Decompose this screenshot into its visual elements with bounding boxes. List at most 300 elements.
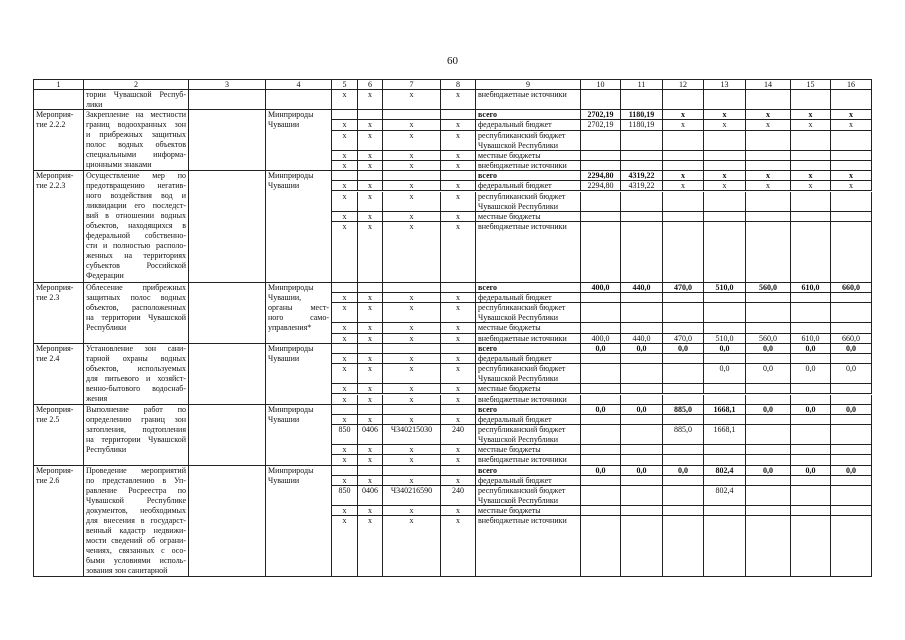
funding-amount: 1180,19 [621, 120, 663, 130]
funding-amount: х [663, 171, 704, 181]
funding-source-line: местные бюджеты [478, 445, 541, 455]
measure-id [34, 405, 84, 466]
budget-code: х [358, 131, 383, 151]
funding-amount [581, 161, 621, 171]
funding-amount [704, 90, 746, 110]
column-number-header: 2 [84, 80, 189, 90]
budget-code: х [358, 90, 383, 110]
funding-amount [791, 486, 831, 506]
budget-code [441, 171, 476, 181]
funding-amount [704, 476, 746, 486]
funding-amount [831, 384, 872, 394]
description-line: предотвращению негатив- [86, 181, 186, 191]
budget-code: х [383, 334, 441, 344]
funding-amount: х [746, 110, 791, 120]
budget-code [383, 171, 441, 181]
funding-source [476, 283, 581, 293]
funding-source-line: Чувашской Республики [478, 495, 559, 505]
funding-amount [791, 192, 831, 212]
funding-amount [791, 415, 831, 425]
budget-code: х [441, 212, 476, 222]
funding-amount: 0,0 [831, 405, 872, 415]
budget-code: х [358, 476, 383, 486]
description-line: женных на территориях [86, 251, 186, 261]
description-line: полос водных объектов [86, 140, 186, 150]
funding-source-line: всего [478, 171, 498, 181]
funding-amount: 0,0 [791, 466, 831, 476]
funding-amount [704, 506, 746, 516]
description-line: чениях, связанных с осо- [86, 545, 186, 555]
funding-amount [831, 445, 872, 455]
description-line: вий в отношении водных [86, 211, 186, 221]
funding-amount: 560,0 [746, 334, 791, 344]
measure-description [84, 110, 189, 171]
column-3-cell [189, 283, 266, 344]
description-line: жения [86, 393, 108, 403]
funding-amount [581, 192, 621, 212]
column-number-header: 5 [332, 80, 358, 90]
funding-source-line: всего [478, 110, 498, 120]
funding-amount: х [831, 181, 872, 191]
budget-code [332, 405, 358, 415]
funding-amount [831, 303, 872, 323]
budget-code: х [358, 303, 383, 323]
funding-amount: 0,0 [704, 344, 746, 354]
funding-amount: 2294,80 [581, 171, 621, 181]
budget-code: х [441, 151, 476, 161]
column-3-cell [189, 344, 266, 405]
budget-code: х [441, 506, 476, 516]
funding-amount: 1180,19 [621, 110, 663, 120]
funding-amount [746, 486, 791, 506]
column-3-cell [189, 110, 266, 171]
budget-code: х [441, 384, 476, 394]
funding-amount [621, 455, 663, 465]
funding-amount: 802,4 [704, 486, 746, 506]
funding-amount [791, 151, 831, 161]
funding-source-line: всего [478, 282, 498, 292]
funding-amount [663, 212, 704, 222]
funding-amount [621, 131, 663, 151]
funding-amount: 610,0 [791, 334, 831, 344]
funding-amount: 0,0 [831, 466, 872, 476]
funding-source [476, 110, 581, 120]
funding-amount [704, 384, 746, 394]
funding-amount [831, 293, 872, 303]
funding-amount [581, 222, 621, 283]
funding-amount [791, 395, 831, 405]
budget-code: х [332, 181, 358, 191]
funding-amount [746, 506, 791, 516]
executor-line: Минприроды [268, 110, 314, 120]
funding-amount [746, 90, 791, 110]
budget-code: х [358, 192, 383, 212]
budget-code: х [332, 354, 358, 364]
budget-code: х [332, 120, 358, 130]
funding-amount [581, 384, 621, 394]
funding-amount [831, 516, 872, 577]
budget-code: Ч340215030 [383, 425, 441, 445]
funding-amount [621, 212, 663, 222]
funding-amount [746, 476, 791, 486]
funding-amount [621, 222, 663, 283]
funding-amount [831, 161, 872, 171]
budget-code: х [358, 161, 383, 171]
executor-line: Чувашии, [268, 292, 302, 302]
funding-amount [704, 212, 746, 222]
budget-code [383, 344, 441, 354]
responsible-executor [266, 171, 332, 283]
funding-amount [581, 293, 621, 303]
funding-source-line: республиканский бюджет [478, 191, 566, 201]
funding-source-line: всего [478, 404, 498, 414]
funding-source-line: республиканский бюджет [478, 130, 566, 140]
budget-code: х [332, 192, 358, 212]
funding-amount [831, 151, 872, 161]
funding-source [476, 151, 581, 161]
funding-source-line: внебюджетные источники [478, 516, 567, 526]
funding-amount: х [704, 120, 746, 130]
funding-amount [746, 222, 791, 283]
funding-amount [746, 323, 791, 333]
funding-amount: 4319,22 [621, 171, 663, 181]
funding-amount: 885,0 [663, 425, 704, 445]
funding-amount [746, 395, 791, 405]
description-line: Осуществление мер по [86, 171, 186, 181]
funding-amount [663, 131, 704, 151]
budget-code: х [441, 476, 476, 486]
budget-code: 240 [441, 486, 476, 506]
budget-code: х [441, 395, 476, 405]
description-line: для питьевого и хозяйст- [86, 373, 186, 383]
budget-code: х [332, 395, 358, 405]
budget-code [332, 283, 358, 293]
funding-amount [831, 354, 872, 364]
funding-amount [663, 395, 704, 405]
funding-amount: х [791, 110, 831, 120]
funding-amount [704, 395, 746, 405]
funding-source [476, 405, 581, 415]
funding-amount [621, 476, 663, 486]
column-number-header: 11 [621, 80, 663, 90]
funding-amount [746, 455, 791, 465]
funding-amount: 885,0 [663, 405, 704, 415]
funding-amount [746, 354, 791, 364]
funding-amount [704, 131, 746, 151]
funding-source [476, 222, 581, 283]
budget-code: х [332, 334, 358, 344]
funding-amount [704, 161, 746, 171]
budget-code [332, 344, 358, 354]
measure-id-line: тие 2.4 [36, 353, 60, 363]
funding-amount: 0,0 [621, 466, 663, 476]
budget-code: х [332, 384, 358, 394]
funding-amount [663, 303, 704, 323]
funding-amount [581, 323, 621, 333]
funding-amount: 802,4 [704, 466, 746, 476]
description-line: Республики [86, 322, 127, 332]
column-number-header: 6 [358, 80, 383, 90]
budget-code: 0406 [358, 486, 383, 506]
budget-code [358, 405, 383, 415]
budget-code: х [383, 222, 441, 283]
budget-code: х [383, 151, 441, 161]
budget-code: х [383, 395, 441, 405]
measure-id-line: тие 2.6 [36, 475, 60, 485]
funding-amount [621, 90, 663, 110]
description-line: Республики [86, 444, 127, 454]
funding-amount [791, 323, 831, 333]
budget-code: х [332, 131, 358, 151]
funding-amount: х [791, 120, 831, 130]
budget-code [358, 283, 383, 293]
measure-description [84, 283, 189, 344]
funding-source [476, 90, 581, 110]
funding-amount [663, 293, 704, 303]
budget-code: х [358, 415, 383, 425]
column-number-header: 9 [476, 80, 581, 90]
funding-source-line: республиканский бюджет [478, 303, 566, 313]
funding-amount [791, 425, 831, 445]
budget-code: х [441, 293, 476, 303]
funding-amount: 0,0 [831, 344, 872, 354]
funding-amount [746, 161, 791, 171]
funding-source [476, 120, 581, 130]
funding-source [476, 466, 581, 476]
budget-code [358, 466, 383, 476]
column-3-cell [189, 90, 266, 110]
funding-amount [791, 506, 831, 516]
funding-amount [621, 323, 663, 333]
executor-line: Минприроды [268, 171, 314, 181]
funding-amount [791, 222, 831, 283]
description-line: по представлению в Уп- [86, 475, 186, 485]
description-line: объектов, находящихся в [86, 221, 186, 231]
budget-code: х [358, 334, 383, 344]
budget-code [332, 466, 358, 476]
funding-source [476, 516, 581, 577]
description-line: ного воздействия вод и [86, 191, 186, 201]
executor-line: Минприроды [268, 343, 314, 353]
responsible-executor [266, 405, 332, 466]
budget-code: х [332, 212, 358, 222]
funding-amount: 0,0 [746, 466, 791, 476]
budget-code: х [332, 293, 358, 303]
budget-code: х [383, 293, 441, 303]
funding-amount [663, 476, 704, 486]
funding-amount [704, 354, 746, 364]
funding-amount [621, 161, 663, 171]
funding-amount [581, 395, 621, 405]
funding-amount [663, 486, 704, 506]
budget-code [441, 283, 476, 293]
funding-amount: х [663, 181, 704, 191]
description-line: быми условиями исполь- [86, 555, 186, 565]
funding-amount [746, 151, 791, 161]
funding-amount [791, 354, 831, 364]
funding-source [476, 334, 581, 344]
funding-amount [581, 131, 621, 151]
funding-source-line: республиканский бюджет [478, 485, 566, 495]
column-number-header: 1 [34, 80, 84, 90]
funding-amount [621, 425, 663, 445]
description-line: тарной охраны водных [86, 353, 186, 363]
funding-amount: 0,0 [746, 344, 791, 354]
funding-amount [581, 90, 621, 110]
column-number-header: 13 [704, 80, 746, 90]
executor-line: управления* [268, 322, 312, 332]
funding-amount [663, 415, 704, 425]
funding-source [476, 455, 581, 465]
funding-amount [791, 303, 831, 323]
description-line: для внесения в государст- [86, 515, 186, 525]
funding-source [476, 506, 581, 516]
budget-code: х [332, 455, 358, 465]
budget-code: х [332, 161, 358, 171]
funding-amount [746, 425, 791, 445]
column-number-header: 12 [663, 80, 704, 90]
funding-amount: х [791, 181, 831, 191]
budget-code [358, 344, 383, 354]
funding-amount [581, 486, 621, 506]
budget-code: 240 [441, 425, 476, 445]
funding-amount [791, 293, 831, 303]
description-line: Установление зон сани- [86, 343, 186, 353]
funding-source [476, 161, 581, 171]
budget-code: х [441, 303, 476, 323]
funding-source-line: всего [478, 343, 498, 353]
funding-amount [791, 455, 831, 465]
measure-id [34, 344, 84, 405]
funding-amount [791, 476, 831, 486]
budget-code: х [358, 293, 383, 303]
column-3-cell [189, 405, 266, 466]
description-line: и прибрежных защитных [86, 130, 186, 140]
funding-source [476, 171, 581, 181]
executor-line: Чувашии [268, 414, 300, 424]
budget-code: х [441, 90, 476, 110]
funding-source-line: местные бюджеты [478, 506, 541, 516]
description-line: зования зон санитарной [86, 565, 168, 575]
budget-code: х [383, 303, 441, 323]
description-line: объектов, используемых [86, 363, 186, 373]
funding-amount: 400,0 [581, 283, 621, 293]
funding-source [476, 212, 581, 222]
budget-code: х [383, 364, 441, 384]
funding-amount [704, 516, 746, 577]
budget-code: х [441, 192, 476, 212]
budget-code: х [383, 506, 441, 516]
budget-code: х [441, 222, 476, 283]
funding-amount [581, 151, 621, 161]
funding-source-line: местные бюджеты [478, 150, 541, 160]
funding-source-line: внебюджетные источники [478, 221, 567, 231]
funding-amount [704, 151, 746, 161]
executor-line: Минприроды [268, 282, 314, 292]
funding-source-line: всего [478, 465, 498, 475]
funding-amount: 0,0 [621, 405, 663, 415]
funding-amount: 2702,19 [581, 110, 621, 120]
funding-amount: 0,0 [581, 405, 621, 415]
funding-amount: 0,0 [581, 344, 621, 354]
funding-source-line: федеральный бюджет [478, 475, 552, 485]
budget-code: х [441, 415, 476, 425]
measure-id [34, 283, 84, 344]
budget-code: х [383, 161, 441, 171]
funding-amount [831, 131, 872, 151]
funding-source [476, 323, 581, 333]
page-number: 60 [447, 55, 458, 67]
measure-id-line: Мероприя- [36, 171, 74, 181]
funding-amount [704, 293, 746, 303]
executor-line: Чувашии [268, 353, 300, 363]
funding-source-line: Чувашской Республики [478, 374, 559, 384]
budget-code: х [383, 516, 441, 577]
funding-source-line: федеральный бюджет [478, 414, 552, 424]
description-line: федеральной собственно- [86, 231, 186, 241]
budget-code: х [383, 354, 441, 364]
funding-source [476, 192, 581, 212]
description-line: Проведение мероприятий [86, 465, 186, 475]
description-line: Федерации [86, 271, 124, 281]
budget-code: х [358, 455, 383, 465]
funding-amount [663, 364, 704, 384]
funding-amount: 1668,1 [704, 405, 746, 415]
column-number-header: 15 [791, 80, 831, 90]
funding-amount [663, 354, 704, 364]
budget-code: х [358, 222, 383, 283]
funding-amount [831, 323, 872, 333]
description-line: мости сведений об ограни- [86, 535, 186, 545]
budget-code: х [441, 334, 476, 344]
funding-amount: 0,0 [791, 344, 831, 354]
funding-amount [831, 476, 872, 486]
column-number-header: 4 [266, 80, 332, 90]
budget-code: х [358, 212, 383, 222]
measure-id-line: Мероприя- [36, 110, 74, 120]
funding-amount [581, 354, 621, 364]
budget-code: х [332, 415, 358, 425]
funding-amount [704, 192, 746, 212]
description-line: на территории Чувашской [86, 312, 186, 322]
budget-code [383, 466, 441, 476]
funding-source [476, 344, 581, 354]
funding-amount: 510,0 [704, 283, 746, 293]
funding-amount [663, 151, 704, 161]
measure-id-line: тие 2.2.3 [36, 181, 66, 191]
funding-amount: 0,0 [831, 364, 872, 384]
funding-source-line: внебюджетные источники [478, 455, 567, 465]
funding-amount [831, 90, 872, 110]
measure-id-line: тие 2.5 [36, 414, 60, 424]
budget-code: х [358, 181, 383, 191]
description-line: венный кадастр недвижи- [86, 525, 186, 535]
funding-amount [831, 425, 872, 445]
funding-amount: х [746, 120, 791, 130]
funding-source-line: Чувашской Республики [478, 140, 559, 150]
budget-code [332, 171, 358, 181]
description-line: границ водоохранных зон [86, 120, 186, 130]
description-line: специальными информа- [86, 150, 186, 160]
column-number-header: 3 [189, 80, 266, 90]
executor-line: Чувашии [268, 475, 300, 485]
funding-amount [831, 486, 872, 506]
budget-code [358, 110, 383, 120]
budget-code: х [332, 222, 358, 283]
funding-source-line: федеральный бюджет [478, 120, 552, 130]
funding-source-line: Чувашской Республики [478, 434, 559, 444]
description-line: объектов, расположенных [86, 302, 186, 312]
